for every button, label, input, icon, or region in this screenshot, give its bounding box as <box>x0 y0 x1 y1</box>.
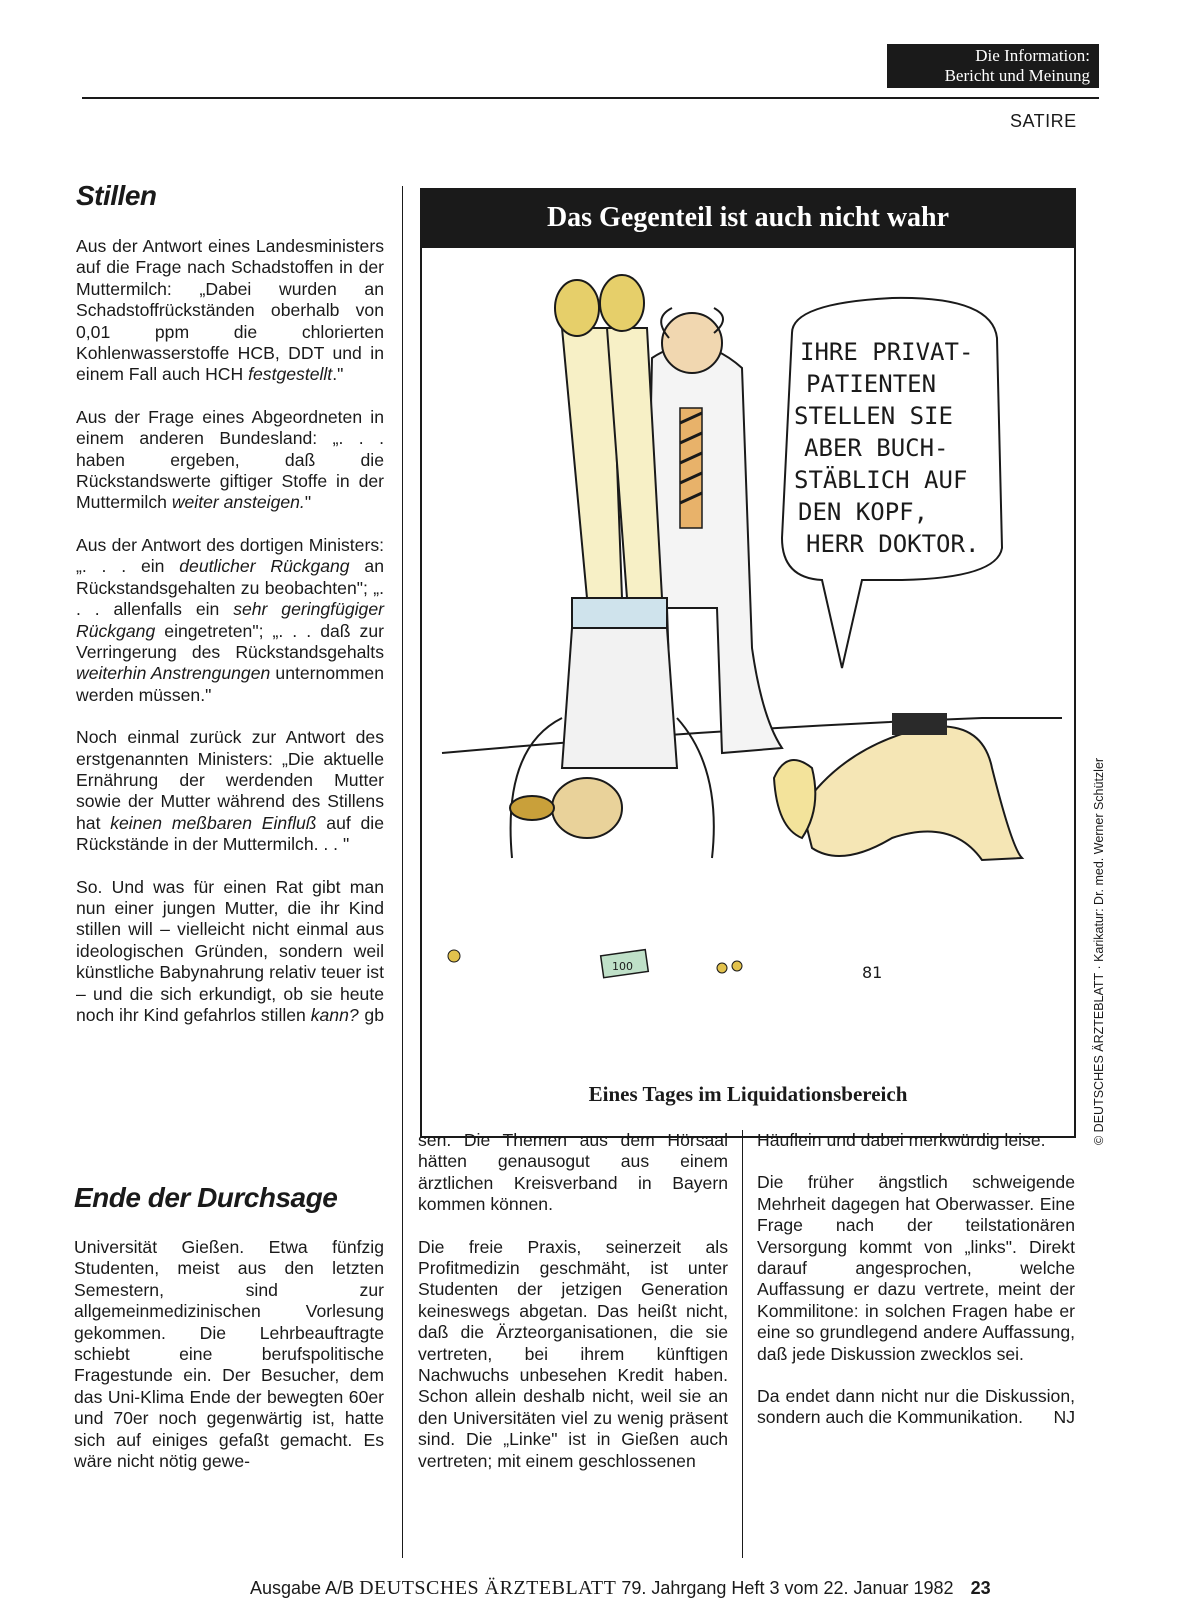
footer-edition: Ausgabe A/B <box>250 1578 355 1598</box>
patient-trousers <box>572 598 667 628</box>
patient-head <box>552 778 622 838</box>
paragraph: Universität Gießen. Etwa fünfzig Studenten, meist aus den letzten Semestern, sind zur allgemeinmedizinischen Vorlesung gekommen. Die Lehrbeauftragte schiebt eine berufspolitische Fragestunde ein. Der Besucher, dem das Uni-Klima Ende der bewegten 60er und 70er noch gegenwärtig ist, hatte sich auf einiges gefaßt gemacht. Es wäre nicht nötig gewe- <box>74 1237 384 1472</box>
paragraph: Häuflein und dabei merkwürdig leise. <box>757 1130 1046 1150</box>
author-signature: NJ <box>1053 1407 1075 1428</box>
patient-shirt <box>562 628 677 768</box>
woman-hair <box>774 760 815 838</box>
article-body-stillen <box>76 236 384 1026</box>
section-line-2: Bericht und Meinung <box>944 66 1090 85</box>
column-divider <box>402 186 403 1154</box>
woman-figure <box>802 726 1022 860</box>
article-column-3 <box>757 1130 1075 1429</box>
page-footer <box>250 1577 991 1600</box>
banknote-value: 100 <box>612 960 633 973</box>
article-title-stillen: Stillen <box>76 180 157 211</box>
paragraph: So. Und was für einen Rat gibt man nun einer jungen Mutter, die ihr Kind stillen will – vielleicht nicht einmal aus ideologischen Gründen, sondern weil künstliche Babynahrung relativ teuer ist – und die sich erkundigt, ob sie heute noch ihr Kind gefahrlos stillen kann? gb <box>76 876 384 1025</box>
column-divider <box>742 1130 743 1558</box>
woman-garter <box>892 713 947 735</box>
paragraph: Noch einmal zurück zur Antwort des erstgenannten Ministers: „Die aktuelle Ernährung der werdenden Mutter sowie der Mutter während des Stillens hat keinen meßbaren Einfluß auf die Rückstände in der Muttermilch. . . " <box>76 727 384 855</box>
patient-shoe-left <box>555 280 599 336</box>
header-rule <box>82 97 1099 99</box>
section-badge <box>887 44 1099 88</box>
cartoon-caption: Eines Tages im Liquidationsbereich <box>588 1082 908 1106</box>
coin <box>717 963 727 973</box>
category-label: SATIRE <box>1010 111 1077 131</box>
cartoon-title: Das Gegenteil ist auch nicht wahr <box>420 188 1076 248</box>
speech-text: IHRE PRIVAT- PATIENTEN STELLEN SIE ABER BUCH- STÄBLICH AUF DEN KOPF, HERR DOKTOR. <box>794 338 980 558</box>
section-line-1: Die Information: <box>975 46 1090 65</box>
coin <box>448 950 460 962</box>
paragraph: Da endet dann nicht nur die Diskussion, sondern auch die Kommunikation. NJ <box>757 1386 1075 1428</box>
paragraph: Aus der Antwort eines Landesministers auf die Frage nach Schadstoffen in der Muttermilch: „Dabei wurden an Schadstoffrückständen oberhalb von 0,01 ppm die chlorierten Kohlenwasserstoffe HCB, DDT und in einem Fall auch HCH festgestellt." <box>76 236 384 385</box>
paragraph: Aus der Antwort des dortigen Ministers: „. . . ein deutlicher Rückgang an Rückstandsgehalten zu beobachten"; „. . . allenfalls ein sehr geringfügiger Rückgang eingetreten"; „. . . daß zur Verringerung des Rückstandsgehalts weiterhin Anstrengungen unternommen werden müssen." <box>76 534 384 705</box>
article-title-durchsage: Ende der Durchsage <box>74 1182 338 1213</box>
author-signature: gb <box>364 1005 384 1025</box>
footer-issue: 79. Jahrgang Heft 3 vom 22. Januar 1982 <box>621 1578 954 1598</box>
paragraph: Die früher ängstlich schweigende Mehrheit dagegen hat Oberwasser. Eine Frage nach der teilstationären Versorgung kommt von „links". Direkt darauf angesprochen, welche Auffassung er dazu vertrete, meint der Kommilitone: in solchen Fragen habe er eine so grundlegend andere Auffassung, daß jede Diskussion zwecklos sei. <box>757 1172 1075 1364</box>
artist-year: 81 <box>862 963 883 982</box>
article-column-2 <box>418 1130 728 1472</box>
paragraph: Die freie Praxis, seinerzeit als Profitmedizin geschmäht, ist unter Studenten der jetzigen Generation keineswegs abgetan. Das heißt nicht, daß die Ärzteorganisationen, die sie vertreten, bei ihrem künftigen Nachwuchs unbesehen Kredit haben. Schon allein deshalb nicht, weil sie an den Universitäten viel zu wenig präsent sind. Die „Linke" ist in Gießen auch vertreten; mit einem geschlossenen <box>418 1236 728 1471</box>
cartoon-illustration <box>422 248 1074 1078</box>
column-divider <box>402 1130 403 1558</box>
coin <box>732 961 742 971</box>
paragraph: Aus der Frage eines Abgeordneten in einem anderen Bundesland: „. . . haben ergeben, daß die Rückstandswerte giftiger Stoffe in der Muttermilch weiter ansteigen." <box>76 406 384 513</box>
footer-journal: DEUTSCHES ÄRZTEBLATT <box>359 1577 617 1599</box>
patient-shoe-right <box>600 275 644 331</box>
falling-hat <box>510 796 554 820</box>
doctor-head <box>662 313 722 373</box>
paragraph: sen. Die Themen aus dem Hörsaal hätten genausogut aus einem ärztlichen Kreisverband in Bayern kommen können. <box>418 1130 728 1215</box>
page-number: 23 <box>970 1578 991 1598</box>
doctor-tie <box>680 408 702 528</box>
article-column-1 <box>74 1237 384 1472</box>
image-credit: © DEUTSCHES ÄRZTEBLATT · Karikatur: Dr. med. Werner Schützler <box>1092 757 1106 1145</box>
